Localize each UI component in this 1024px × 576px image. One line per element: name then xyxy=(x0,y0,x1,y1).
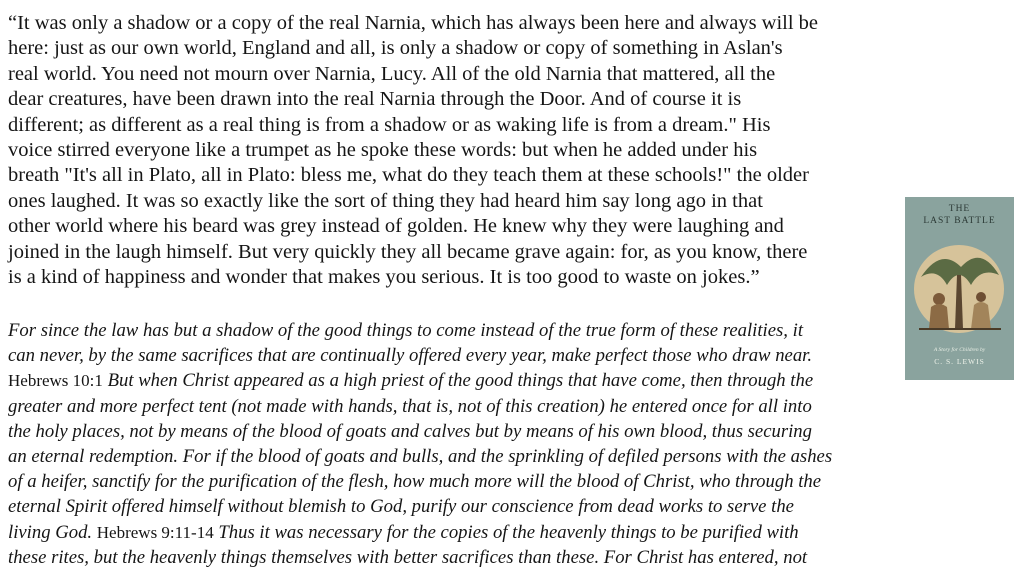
cover-figure-head-2 xyxy=(976,292,986,302)
scripture-line: of a heifer, sanctify for the purification of the flesh, how much more will the blood of Christ, who through the xyxy=(8,471,822,493)
scripture-line: For since the law has but a shadow of the good things to come instead of the true form of these realities, it xyxy=(8,320,804,341)
scripture-line: an eternal redemption. For if the blood of goats and bulls, and the sprinkling of defiled persons with the ashes xyxy=(8,446,833,468)
lewis-quote xyxy=(8,11,908,290)
book-cover-image xyxy=(905,197,1014,380)
scripture-passage xyxy=(8,318,910,570)
scripture-line: living God. xyxy=(8,521,93,543)
quote-line: voice stirred everyone like a trumpet as he spoke these words: but when he added under his xyxy=(8,139,758,162)
cover-illustration xyxy=(911,237,1008,337)
quote-line: dear creatures, have been drawn into the real Narnia through the Door. And of course it is xyxy=(8,88,742,111)
quote-line: real world. You need not mourn over Narnia, Lucy. All of the old Narnia that mattered, all the xyxy=(8,62,776,85)
quote-line: different; as different as a real thing is from a shadow or as waking life is from a dream." His xyxy=(8,113,771,136)
cover-author: C. S. LEWIS xyxy=(934,357,985,366)
quote-line: “It was only a shadow or a copy of the real Narnia, which has always been here and always will be xyxy=(8,12,819,34)
scripture-reference: Hebrews 9:11-14 xyxy=(96,522,214,542)
scripture-line: Thus it was necessary for the copies of the heavenly things to be purified with xyxy=(213,521,799,543)
scripture-line: eternal Spirit offered himself without blemish to God, purify our conscience from dead works to serve the xyxy=(8,496,794,518)
cover-title-line: THE xyxy=(948,204,971,214)
quote-line: joined in the laugh himself. But very quickly they all became grave again: for, as you know, there xyxy=(8,240,808,263)
cover-figure-body-2 xyxy=(971,302,991,329)
quote-line: other world where his beard was grey instead of golden. He knew why they were laughing and xyxy=(8,215,784,238)
book-cover-title xyxy=(905,203,1014,227)
quote-line: breath "It's all in Plato, all in Plato: bless me, what do they teach them at these schools!" the older xyxy=(8,164,809,187)
cover-figure-body xyxy=(929,304,949,329)
cover-title-line: LAST BATTLE xyxy=(923,216,996,226)
scripture-line: can never, by the same sacrifices that are continually offered every year, make perfect those who draw near. xyxy=(8,345,813,367)
quote-line: ones laughed. It was so exactly like the sort of thing they had heard him say long ago in that xyxy=(8,189,763,212)
quote-line: is a kind of happiness and wonder that makes you serious. It is too good to waste on jokes.” xyxy=(8,266,760,289)
cover-figure-head xyxy=(933,293,945,305)
cover-series-text: A Story for Children by xyxy=(933,347,986,353)
scripture-line: the holy places, not by means of the blood of goats and calves but by means of his own blood, thus securing xyxy=(8,420,812,442)
scripture-line: these rites, but the heavenly things themselves with better sacrifices than these. For Christ has entered, not xyxy=(8,546,808,568)
scripture-line: greater and more perfect tent (not made with hands, that is, not of this creation) he entered once for all into xyxy=(8,395,812,417)
scripture-line: But when Christ appeared as a high priest of the good things that have come, then through the xyxy=(102,370,814,392)
scripture-reference: Hebrews 10:1 xyxy=(8,371,103,391)
quote-line: here: just as our own world, England and all, is only a shadow or copy of something in Aslan's xyxy=(8,37,783,60)
